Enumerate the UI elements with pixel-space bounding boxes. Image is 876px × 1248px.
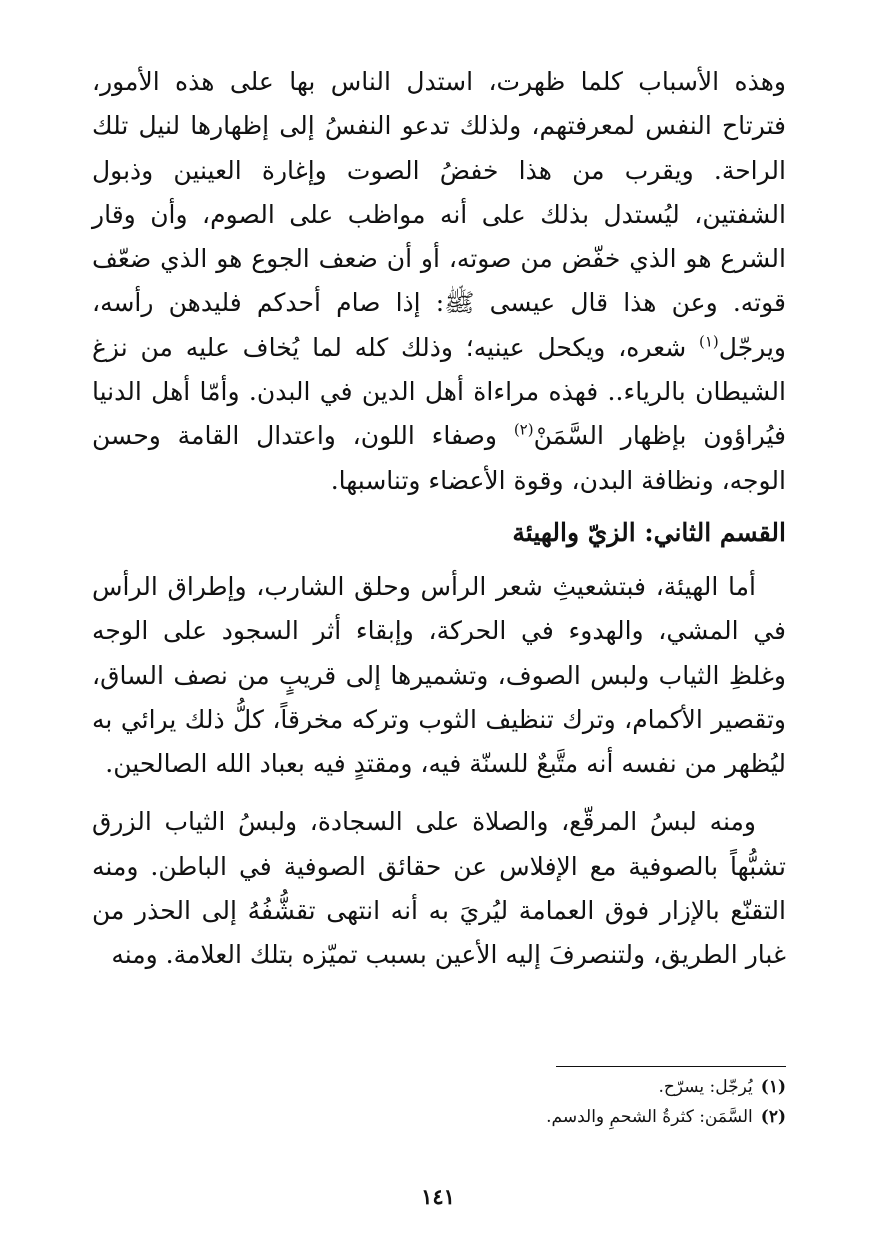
paragraph-1 (92, 60, 786, 503)
footnote-2-number: (٢) (760, 1107, 786, 1127)
paragraph-1-part-a: وهذه الأسباب كلما ظهرت، استدل الناس بها على هذه الأمور، فترتاح النفس لمعرفتهم، ولذلك تدعو النفسُ إلى إظهارها لنيل تلك الراحة. ويقرب من هذا خفضُ الصوت وإغارة العينين وذبول الشفتين، ليُستدل بذلك على أنه مواظب على الصوم، وأن وقار الشرع هو الذي خفّض من صوته، أو أن ضعف الجوع هو الذي ضعّف قوته. وعن هذا قال عيسى ﷺ: إذا صام أحدكم فليدهن رأسه، ويرجّل (92, 67, 786, 362)
paragraph-1-part-b: شعره، ويكحل عينيه؛ وذلك كله لما يُخاف عليه من نزغ الشيطان بالرياء.. فهذه مراءاة أهل الدين في البدن. وأمّا أهل الدنيا فيُراؤون بإظهار السَّمَنْ (92, 332, 787, 451)
footnote-1-number: (١) (760, 1077, 786, 1097)
page-body (92, 60, 786, 978)
section-heading: القسم الثاني: الزيّ والهيئة (512, 517, 786, 547)
paragraph-1-part-c: وصفاء اللون، واعتدال القامة وحسن الوجه، ونظافة البدن، وقوة الأعضاء وتناسبها. (92, 421, 786, 495)
footnote-2 (92, 1102, 786, 1132)
footnote-divider (556, 1066, 786, 1067)
footnote-ref-2[interactable]: (٢) (513, 421, 534, 440)
paragraph-2: أما الهيئة، فبتشعيثِ شعر الرأس وحلق الشارب، وإطراق الرأس في المشي، والهدوء في الحركة، وإبقاء أثر السجود على الوجه وغلظِ الثياب ولبس الصوف، وتشميرها إلى قريبٍ من نصف الساق، وتقصير الأكمام، وترك تنظيف الثوب وتركه مخرقاً، كلُّ ذلك يرائي به ليُظهر من نفسه أنه متَّبعٌ للسنّة فيه، ومقتدٍ فيه بعباد الله الصالحين. (92, 571, 786, 779)
footnotes (92, 1072, 786, 1132)
footnote-2-text: السَّمَن: كثرةُ الشحمِ والدسم. (546, 1107, 753, 1127)
footnote-ref-1[interactable]: (١) (699, 332, 719, 351)
footnote-1-text: يُرجّل: يسرّح. (658, 1077, 753, 1097)
footnote-1 (92, 1072, 786, 1102)
page-number: ١٤١ (421, 1184, 455, 1209)
paragraph-3: ومنه لبسُ المرقّع، والصلاة على السجادة، ولبسُ الثياب الزرق تشبُّهاً بالصوفية مع الإفلاس عن حقائق الصوفية في الباطن. ومنه التقنّع بالإزار فوق العمامة ليُريَ به أنه انتهى تقشُّفُهُ إلى الحذر من غبار الطريق، ولتنصرفَ إليه الأعين بسبب تميّزه بتلك العلامة. ومنه (92, 807, 786, 970)
